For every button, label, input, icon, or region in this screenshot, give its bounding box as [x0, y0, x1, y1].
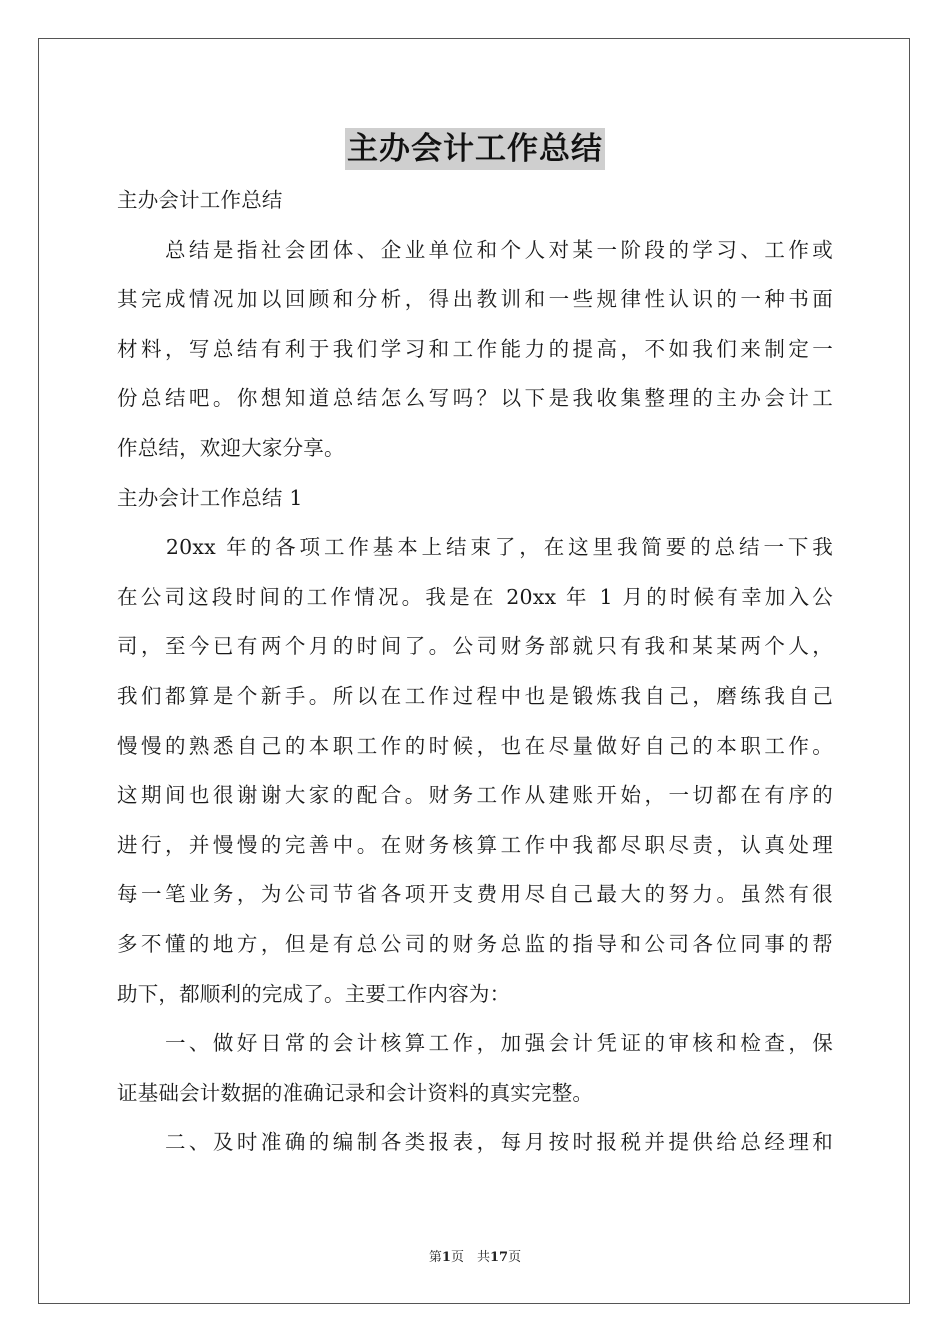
- body-line: 每一笔业务，为公司节省各项开支费用尽自己最大的努力。虽然有很: [117, 882, 833, 907]
- body-line: 份总结吧。你想知道总结怎么写吗？以下是我收集整理的主办会计工: [117, 386, 833, 411]
- footer-total-pages: 17: [489, 1250, 509, 1265]
- body-line: 其完成情况加以回顾和分析，得出教训和一些规律性认识的一种书面: [117, 287, 833, 312]
- body-line: 二、及时准确的编制各类报表，每月按时报税并提供给总经理和: [117, 1130, 833, 1155]
- body-line: 我们都算是个新手。所以在工作过程中也是锻炼我自己，磨练我自己: [117, 683, 833, 708]
- body-line: 司，至今已有两个月的时间了。公司财务部就只有我和某某两个人，: [117, 634, 833, 659]
- section-heading: 主办会计工作总结: [117, 188, 283, 212]
- footer-suffix: 页: [508, 1250, 522, 1265]
- body-line: 助下，都顺利的完成了。主要工作内容为：: [117, 981, 511, 1006]
- document-title: 主办会计工作总结: [345, 128, 605, 170]
- body-line: 多不懂的地方，但是有总公司的财务总监的指导和公司各位同事的帮: [117, 931, 833, 956]
- section-heading: 主办会计工作总结 1: [117, 485, 303, 510]
- body-line: 20xx 年的各项工作基本上结束了，在这里我简要的总结一下我: [117, 535, 833, 560]
- body-line: 一、做好日常的会计核算工作，加强会计凭证的审核和检查，保: [117, 1031, 833, 1056]
- title-container: [0, 128, 950, 170]
- body-line: 慢慢的熟悉自己的本职工作的时候，也在尽量做好自己的本职工作。: [117, 733, 833, 758]
- footer-middle: 页 共: [450, 1250, 490, 1265]
- document-body: [117, 176, 833, 1168]
- page-footer: [0, 1246, 950, 1265]
- body-line: 证基础会计数据的准确记录和会计资料的真实完整。: [117, 1080, 594, 1105]
- body-line: 作总结，欢迎大家分享。: [117, 435, 345, 460]
- body-line: 这期间也很谢谢大家的配合。财务工作从建账开始，一切都在有序的: [117, 783, 833, 808]
- body-line: 进行，并慢慢的完善中。在财务核算工作中我都尽职尽责，认真处理: [117, 832, 833, 857]
- body-line: 在公司这段时间的工作情况。我是在 20xx 年 1 月的时候有幸加入公: [117, 584, 833, 609]
- body-line: 总结是指社会团体、企业单位和个人对某一阶段的学习、工作或: [117, 237, 833, 262]
- footer-prefix: 第: [428, 1250, 442, 1265]
- body-line: 材料，写总结有利于我们学习和工作能力的提高，不如我们来制定一: [117, 336, 833, 361]
- footer-page-number: 1: [441, 1250, 451, 1265]
